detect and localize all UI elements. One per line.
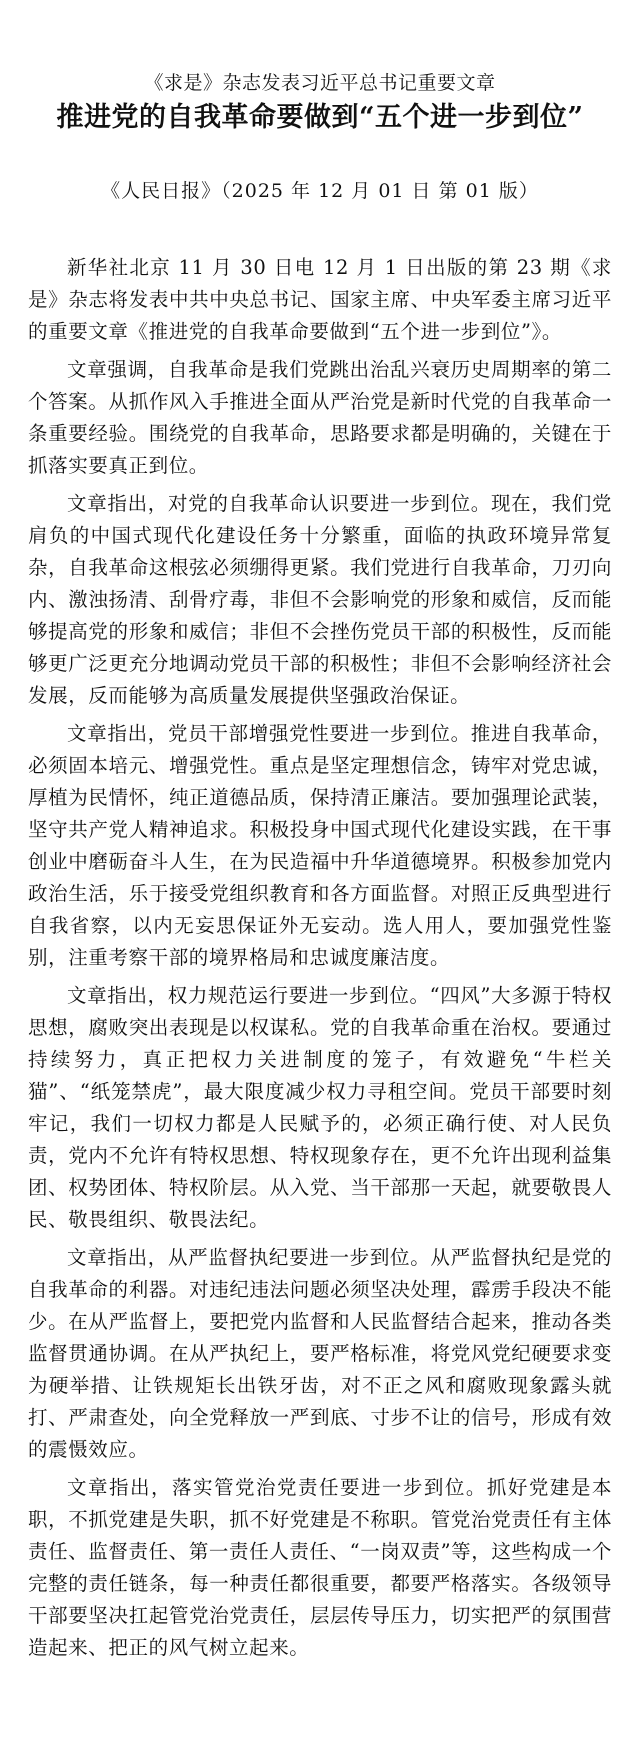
paragraph-power-regulation: 文章指出，权力规范运行要进一步到位。“四风”大多源于特权思想，腐败突出表现是以权谋私。党的自我革命重在治权。要通过持续努力，真正把权力关进制度的笼子，有效避免“牛栏关猫”、“纸笼禁虎”，最大限度减少权力寻租空间。党员干部要时刻牢记，我们一切权力都是人民赋予的，必须正确行使、对人民负责，党内不允许有特权思想、特权现象存在，更不允许出现利益集团、权势团体、特权阶层。从入党、当干部那一天起，就要敬畏人民、敬畏组织、敬畏法纪。 — [28, 984, 612, 1231]
paragraph-intro: 新华社北京 11 月 30 日电 12 月 1 日出版的第 23 期《求是》杂志将发表中共中央总书记、国家主席、中央军委主席习近平的重要文章《推进党的自我革命要做到“五个进一步到位”》。 — [28, 256, 612, 343]
paragraph-responsibility: 文章指出，落实管党治党责任要进一步到位。抓好党建是本职，不抓党建是失职，抓不好党建是不称职。管党治党责任有主体责任、监督责任、第一责任人责任、“一岗双责”等，这些构成一个完整的责任链条，每一种责任都很重要，都要严格落实。各级领导干部要坚决扛起管党治党责任，层层传导压力，切实把严的氛围营造起来、把正的风气树立起来。 — [28, 1476, 612, 1659]
article-body — [28, 252, 612, 1664]
publication-source-line: 《人民日报》（2025 年 12 月 01 日 第 01 版） — [101, 180, 539, 202]
paragraph-self-revolution: 文章强调，自我革命是我们党跳出治乱兴衰历史周期率的第二个答案。从抓作风入手推进全面从严治党是新时代党的自我革命一条重要经验。围绕党的自我革命，思路要求都是明确的，关键在于抓落实要真正到位。 — [28, 358, 612, 477]
article-kicker: 《求是》杂志发表习近平总书记重要文章 — [144, 72, 496, 94]
paragraph-supervision-discipline: 文章指出，从严监督执纪要进一步到位。从严监督执纪是党的自我革命的利器。对违纪违法问题必须坚决处理，霹雳手段决不能少。在从严监督上，要把党内监督和人民监督结合起来，推动各类监督贯通协调。在从严执纪上，要严格标准，将党风党纪硬要求变为硬举措、让铁规矩长出铁牙齿，对不正之风和腐败现象露头就打、严肃查处，向全党释放一严到底、寸步不让的信号，形成有效的震慑效应。 — [28, 1246, 612, 1461]
paragraph-party-spirit: 文章指出，党员干部增强党性要进一步到位。推进自我革命，必须固本培元、增强党性。重点是坚定理想信念，铸牢对党忠诚，厚植为民情怀，纯正道德品质，保持清正廉洁。要加强理论武装，坚守共产党人精神追求。积极投身中国式现代化建设实践，在干事创业中磨砺奋斗人生，在为民造福中升华道德境界。积极参加党内政治生活，乐于接受党组织教育和各方面监督。对照正反典型进行自我省察，以内无妄思保证外无妄动。选人用人，要加强党性鉴别，注重考察干部的境界格局和忠诚度廉洁度。 — [28, 722, 612, 969]
paragraph-understanding: 文章指出，对党的自我革命认识要进一步到位。现在，我们党肩负的中国式现代化建设任务十分繁重，面临的执政环境异常复杂，自我革命这根弦必须绷得更紧。我们党进行自我革命，刀刃向内、激浊扬清、刮骨疗毒，非但不会影响党的形象和威信，反而能够提高党的形象和威信；非但不会挫伤党员干部的积极性，反而能够更广泛更充分地调动党员干部的积极性；非但不会影响经济社会发展，反而能够为高质量发展提供坚强政治保证。 — [28, 492, 612, 707]
article-headline: 推进党的自我革命要做到“五个进一步到位” — [56, 102, 584, 133]
